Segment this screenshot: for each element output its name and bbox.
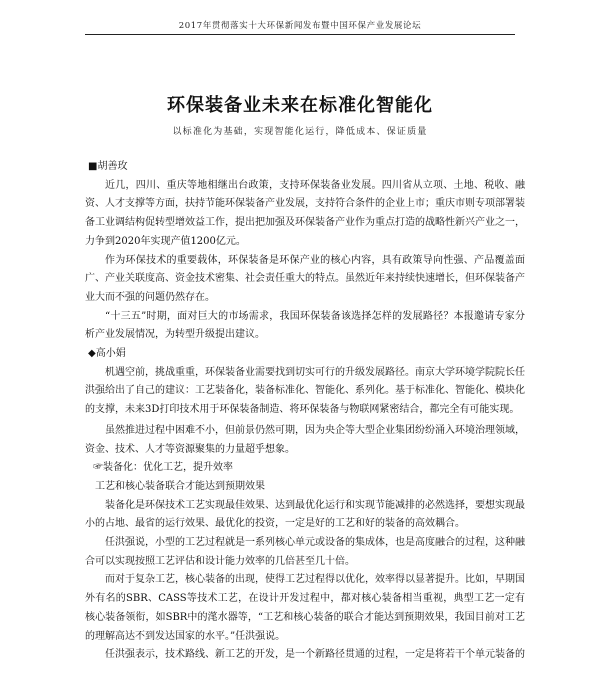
paragraph: 虽然推进过程中困难不小，但前景仍然可期，因为央企等大型企业集团纷纷涌入环境治理领域，资金、技术、人才等资源聚集的力量超乎想象。 [85, 424, 525, 455]
article-title: 环保装备业未来在标准化智能化 [167, 95, 433, 116]
paragraph: 近几，四川、重庆等地相继出台政策，支持环保装备业发展。四川省从立项、土地、税收、融资、人才支撑等方面，扶持节能环保装备产业发展，支持符合条件的企业上市；重庆市则专项部署装备工业调结构促转型增效益工作，提出把加强及环保装备产业作为重点打造的战略性新兴产业之一，力争到2020年实现产值1200亿元。 [85, 179, 525, 247]
paragraph: 机遇空前，挑战重重，环保装备业需要找到切实可行的升级发展路径。南京大学环境学院院长任洪强给出了自己的建议：工艺装备化，装备标准化、智能化、系列化。基于标准化、智能化、模块化的支撑，未来3D打印技术用于环保装备制造、将环保装备与物联网紧密结合，都完全有可能实现。 [85, 366, 525, 416]
section-subheading: 工艺和核心装备联合才能达到预期效果 [95, 480, 265, 492]
running-header: 2017年贯彻落实十大环保新闻发布暨中国环保产业发展论坛 [178, 21, 422, 31]
paragraph: 任洪强表示，技术路线、新工艺的开发，是一个新路径贯通的过程，一定是将若干个单元装备的 [105, 649, 525, 661]
paragraph: “十三五”时期，面对巨大的市场需求，我国环保装备该选择怎样的发展路径？本报邀请专家分析产业发展情况，为转型升级提出建议。 [85, 310, 525, 341]
paragraph: 而对于复杂工艺，核心装备的出现，使得工艺过程得以优化，效率得以显著提升。比如，早期国外有名的SBR、CASS等技术工艺，在设计开发过程中，都对核心装备相当重视，典型工艺一定有核心装备领衔，如SBR中的滗水器等，“工艺和核心装备的联合才能达到预期效果，我国目前对工艺的理解高达不到发达国家的水平。”任洪强说。 [85, 574, 525, 642]
article-subtitle: 以标准化为基础，实现智能化运行，降低成本、保证质量 [172, 127, 428, 137]
author-byline: ◆高小娟 [88, 348, 126, 360]
paragraph: 作为环保技术的重要载体，环保装备是环保产业的核心内容，具有政策导向性强、产品覆盖面广、产业关联度高、资金技术密集、社会责任重大的特点。虽然近年来持续快速增长，但环保装备产业大而不强的问题仍然存在。 [85, 254, 525, 303]
author-byline: ■胡善玫 [88, 161, 128, 172]
header-rule [85, 34, 515, 35]
section-heading: ☞装备化：优化工艺，提升效率 [93, 462, 233, 474]
paragraph: 装备化是环保技术工艺实现最佳效果、达到最优化运行和实现节能减排的必然选择，要想实现最小的占地、最省的运行效果、最优化的投资，一定是好的工艺和好的装备的高效耦合。 [85, 499, 525, 530]
paragraph: 任洪强说，小型的工艺过程就是一系列核心单元或设备的集成体，也是高度融合的过程，这种融合可以实现按照工艺评估和设计能力效率的几倍甚至几十倍。 [85, 537, 525, 567]
article-body [85, 158, 525, 665]
